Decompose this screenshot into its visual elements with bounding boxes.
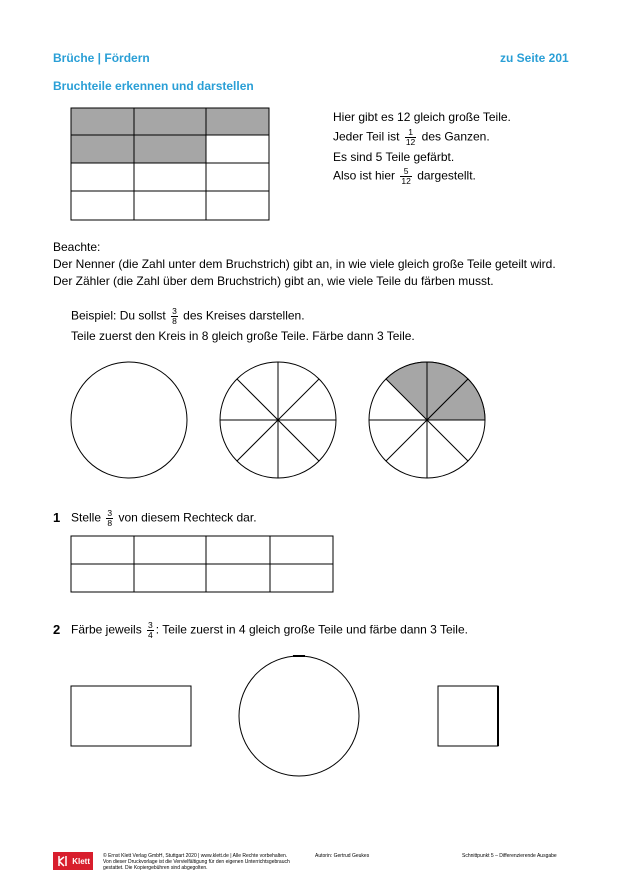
fraction-5-12: $\frac{5}{12}$ xyxy=(401,166,411,186)
header-left: Brüche | Fördern xyxy=(53,51,150,65)
klett-logo-text: Klett xyxy=(72,856,90,866)
task-2-text xyxy=(71,621,468,640)
intro-line-4-pre: Also ist hier xyxy=(333,168,396,183)
intro-line-2-post: des Ganzen. xyxy=(421,129,490,144)
note-line-2: Der Zähler (die Zahl über dem Bruchstrich) gibt an, wie viele Teile du färben musst. xyxy=(53,274,494,288)
example-line-1-post: des Kreises darstellen. xyxy=(183,308,305,323)
grid-cell xyxy=(134,163,206,191)
task-1-text xyxy=(71,509,257,528)
fraction-3-4: $\frac{3}{4}$ xyxy=(148,620,153,640)
intro-line-2-pre: Jeder Teil ist xyxy=(333,129,400,144)
note-line-1: Der Nenner (die Zahl unter dem Bruchstrich) gibt an, in wie viele gleich große Teile geteilt wird. xyxy=(53,257,556,271)
footer-author: Autorin: Gertrud Geukes xyxy=(315,853,370,859)
grid-cell-shaded xyxy=(206,108,269,135)
note-title: Beachte: xyxy=(53,240,101,254)
task-2-post: : Teile zuerst in 4 gleich große Teile und färbe dann 3 Teile. xyxy=(155,622,468,637)
intro-line-4-post: dargestellt. xyxy=(417,168,476,183)
task-2-pre: Färbe jeweils xyxy=(71,622,142,637)
example-circle-empty xyxy=(71,362,187,478)
subtitle: Bruchteile erkennen und darstellen xyxy=(53,79,254,93)
grid-cell-shaded xyxy=(134,108,206,135)
task2-rectangle xyxy=(71,686,191,746)
grid-cell xyxy=(206,191,269,220)
header-right: zu Seite 201 xyxy=(500,51,569,65)
grid-cell-shaded xyxy=(134,135,206,163)
intro-line-1: Hier gibt es 12 gleich große Teile. xyxy=(333,110,511,124)
footer-copyright-3: gestattet. Die Kopiergebühren sind abgegolten. xyxy=(103,865,208,871)
task2-square xyxy=(438,686,498,746)
task-2-number: 2 xyxy=(53,622,61,637)
grid-cell xyxy=(71,191,134,220)
fraction-3-8: $\frac{3}{8}$ xyxy=(172,306,177,326)
fraction-1-12: $\frac{1}{12}$ xyxy=(405,127,416,147)
example-circle-shaded xyxy=(369,362,485,478)
intro-grid-cells xyxy=(71,108,269,220)
intro-line-4 xyxy=(333,167,476,186)
intro-line-2 xyxy=(333,128,490,147)
task-1-pre: Stelle xyxy=(71,510,102,525)
example-line-1 xyxy=(71,307,305,326)
footer-edition: Schnittpunkt 5 – Differenzierende Ausgabe xyxy=(462,853,557,859)
grid-cell xyxy=(206,135,269,163)
fraction-3-8-task1: $\frac{3}{8}$ xyxy=(107,508,113,528)
grid-cell-shaded xyxy=(71,135,134,163)
grid-cell xyxy=(71,163,134,191)
example-line-1-pre: Beispiel: Du sollst xyxy=(71,308,166,323)
footer-copyright-2: Von dieser Druckvorlage ist die Vervielfältigung für den eigenen Unterrichtsgebrauch xyxy=(103,859,290,865)
footer-copyright-1: © Ernst Klett Verlag GmbH, Stuttgart 2020 | www.klett.de | Alle Rechte vorbehalten. xyxy=(103,853,288,859)
task-1-post: von diesem Rechteck dar. xyxy=(118,510,257,525)
grid-cell xyxy=(134,191,206,220)
klett-logo-icon xyxy=(56,854,70,868)
task-1-number: 1 xyxy=(53,510,61,525)
grid-cell xyxy=(206,163,269,191)
example-line-2: Teile zuerst den Kreis in 8 gleich große Teile. Färbe dann 3 Teile. xyxy=(71,329,415,343)
grid-cell-shaded xyxy=(71,108,134,135)
task2-circle xyxy=(239,656,359,776)
example-circle-divided xyxy=(220,362,336,478)
intro-line-3: Es sind 5 Teile gefärbt. xyxy=(333,150,455,164)
task1-grid xyxy=(71,536,333,592)
klett-logo xyxy=(53,852,93,870)
